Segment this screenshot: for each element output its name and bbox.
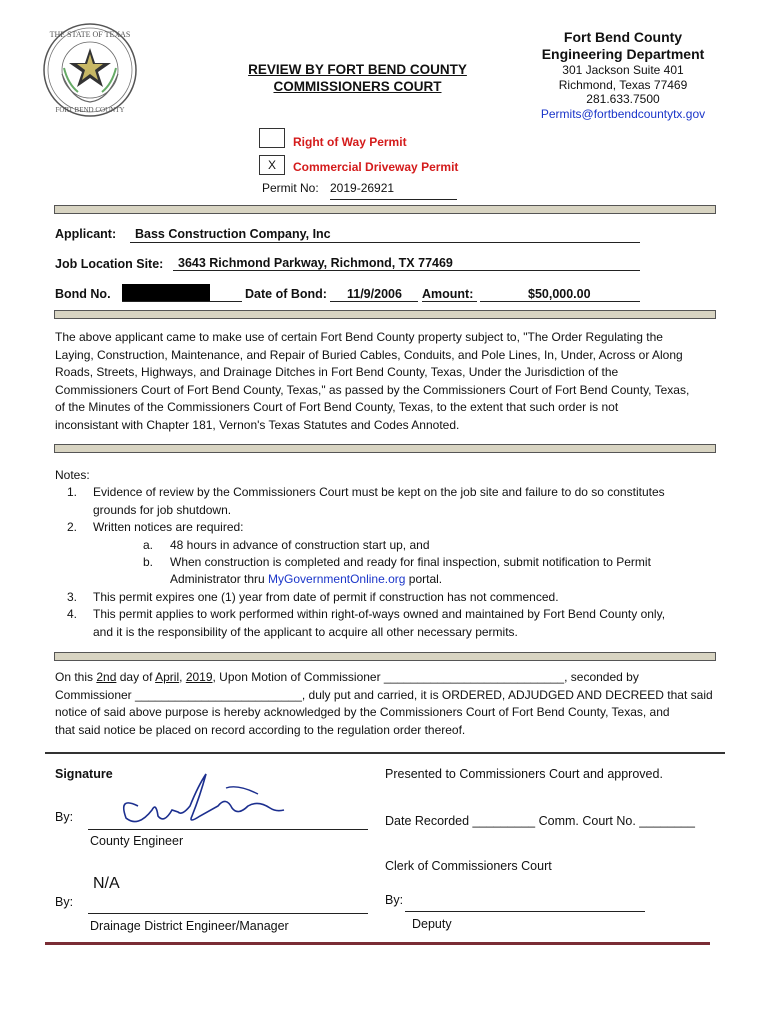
terms-paragraph bbox=[55, 329, 720, 434]
signature-heading: Signature bbox=[55, 767, 113, 781]
paragraph-line: Roads, Streets, Highways, and Drainage Ditches in Fort Bend County, Texas, Under the Jurisdiction of the bbox=[55, 365, 619, 379]
commercial-driveway-checkbox[interactable]: X bbox=[259, 155, 285, 175]
note-2-number: 2. bbox=[67, 520, 78, 535]
section-divider-2 bbox=[54, 310, 716, 319]
deputy-line bbox=[405, 911, 645, 912]
applicant-underline bbox=[130, 242, 640, 243]
order-year: 2019 bbox=[185, 670, 213, 684]
job-location-label: Job Location Site: bbox=[55, 257, 164, 271]
county-seal bbox=[42, 22, 138, 118]
order-line-2: Commissioner _________________________, duly put and carried, it is ORDERED, ADJUDGED AND DECREED that said bbox=[55, 687, 713, 702]
bond-no-label: Bond No. bbox=[55, 287, 111, 301]
department-block bbox=[528, 29, 718, 121]
section-divider-4 bbox=[54, 652, 716, 661]
paragraph-line: The above applicant came to make use of certain Fort Bend County property subject to, "The Order Regulating the bbox=[55, 330, 663, 344]
permit-no-label: Permit No: bbox=[262, 181, 319, 195]
by-label-2: By: bbox=[55, 895, 74, 909]
na-value: N/A bbox=[93, 875, 120, 892]
note-3-number: 3. bbox=[67, 589, 78, 604]
note-2b-text: When construction is completed and ready for final inspection, submit notification to Permit bbox=[170, 555, 651, 570]
dept-phone: 281.633.7500 bbox=[586, 92, 660, 106]
date-recorded-text: Date Recorded _________ Comm. Court No. ________ bbox=[385, 814, 695, 828]
seal-text-bottom: FORT BEND COUNTY bbox=[55, 106, 125, 114]
date-of-bond-value: 11/9/2006 bbox=[347, 287, 402, 301]
deputy-label: Deputy bbox=[412, 917, 452, 931]
note-2b-letter: b. bbox=[143, 555, 154, 570]
commercial-driveway-label: Commercial Driveway Permit bbox=[293, 160, 459, 174]
county-engineer-label: County Engineer bbox=[90, 834, 184, 848]
dept-email-link[interactable]: Permits@fortbendcountytx.gov bbox=[540, 106, 706, 121]
by-label-1: By: bbox=[55, 810, 74, 824]
title-line-1: REVIEW BY FORT BEND COUNTY bbox=[248, 62, 467, 77]
right-of-way-label: Right of Way Permit bbox=[293, 135, 407, 149]
county-engineer-line bbox=[88, 829, 368, 830]
notes-section bbox=[55, 467, 725, 641]
job-location-underline bbox=[173, 270, 640, 271]
note-1-text: Evidence of review by the Commissioners Court must be kept on the job site and failure to do so constitutes bbox=[93, 485, 665, 500]
note-2a-text: 48 hours in advance of construction start up, and bbox=[170, 537, 430, 552]
order-day: 2nd bbox=[96, 670, 117, 684]
section-divider-1 bbox=[54, 205, 716, 214]
paragraph-line: inconsistant with Chapter 181, Vernon's Texas Statutes and Codes Annoted. bbox=[55, 417, 460, 432]
paragraph-line: of the Minutes of the Commissioners Court of Fort Bend County, Texas, to the extent that such order is not bbox=[55, 400, 619, 414]
note-2b-prefix: Administrator thru bbox=[170, 572, 265, 587]
date-of-bond-label: Date of Bond: bbox=[245, 287, 327, 301]
dept-address-1: 301 Jackson Suite 401 bbox=[562, 63, 684, 77]
applicant-value: Bass Construction Company, Inc bbox=[135, 227, 331, 241]
right-of-way-checkbox[interactable] bbox=[259, 128, 285, 148]
bottom-rule bbox=[45, 942, 710, 945]
amount-underline bbox=[480, 301, 640, 302]
bond-no-underline bbox=[122, 301, 242, 302]
order-text: On this bbox=[55, 670, 94, 684]
mygovernmentonline-link[interactable]: MyGovernmentOnline.org bbox=[268, 572, 406, 587]
title-line-2: COMMISSIONERS COURT bbox=[273, 79, 442, 94]
amount-value: $50,000.00 bbox=[528, 287, 591, 301]
permit-no-value bbox=[330, 181, 457, 196]
order-text: , Upon Motion of Commissioner ___________________________, seconded by bbox=[212, 670, 639, 684]
notes-heading: Notes: bbox=[55, 468, 90, 482]
permit-no-text: 2019-26921 bbox=[330, 181, 395, 195]
order-line-3: notice of said above purpose is hereby acknowledged by the Commissioners Court of Fort Bend County, Texas, and bbox=[55, 705, 670, 719]
dept-line-2: Engineering Department bbox=[541, 46, 705, 62]
permit-no-underline bbox=[330, 199, 457, 200]
order-line-4: that said notice be placed on record according to the regulation order thereof. bbox=[55, 722, 466, 737]
order-month: April bbox=[155, 670, 180, 684]
note-2a-letter: a. bbox=[143, 537, 154, 552]
amount-label: Amount: bbox=[422, 287, 474, 301]
paragraph-line: Commissioners Court of Fort Bend County, Texas," as passed by the Commissioners Court of Fort Bend County, Texas, bbox=[55, 382, 690, 397]
note-4-number: 4. bbox=[67, 607, 78, 622]
document-title bbox=[230, 61, 485, 95]
note-4-text: This permit applies to work performed within right-of-ways owned and maintained by Fort Bend County only, bbox=[93, 607, 666, 622]
job-location-value: 3643 Richmond Parkway, Richmond, TX 77469 bbox=[178, 256, 453, 270]
note-1-number: 1. bbox=[67, 485, 78, 500]
note-2b-suffix: portal. bbox=[408, 572, 443, 587]
drainage-engineer-label: Drainage District Engineer/Manager bbox=[90, 919, 289, 933]
dept-line-1: Fort Bend County bbox=[563, 29, 683, 45]
note-1-text-cont: grounds for job shutdown. bbox=[93, 502, 232, 517]
note-3-text: This permit expires one (1) year from date of permit if construction has not commenced. bbox=[93, 589, 559, 604]
note-2-text: Written notices are required: bbox=[93, 520, 244, 535]
drainage-line bbox=[88, 913, 368, 914]
dept-address-2: Richmond, Texas 77469 bbox=[558, 77, 688, 92]
order-paragraph bbox=[55, 669, 720, 739]
seal-text-top: THE STATE OF TEXAS bbox=[49, 30, 131, 39]
amount-label-underline bbox=[422, 301, 477, 302]
order-text: day of bbox=[119, 670, 153, 684]
date-of-bond-underline bbox=[330, 301, 418, 302]
by-label-3: By: bbox=[385, 893, 404, 907]
bond-no-redaction bbox=[122, 284, 210, 301]
handwritten-signature bbox=[108, 766, 288, 832]
note-4-text-cont: and it is the responsibility of the applicant to acquire all other necessary permits. bbox=[93, 624, 518, 639]
applicant-label: Applicant: bbox=[55, 227, 117, 241]
order-text: , bbox=[179, 670, 183, 684]
paragraph-line: Laying, Construction, Maintenance, and Repair of Buried Cables, Conduits, and Pole Lines, In, Under, Across or Along bbox=[55, 347, 683, 362]
section-rule bbox=[45, 752, 725, 754]
clerk-label: Clerk of Commissioners Court bbox=[385, 859, 552, 873]
presented-text: Presented to Commissioners Court and approved. bbox=[385, 767, 663, 781]
section-divider-3 bbox=[54, 444, 716, 453]
